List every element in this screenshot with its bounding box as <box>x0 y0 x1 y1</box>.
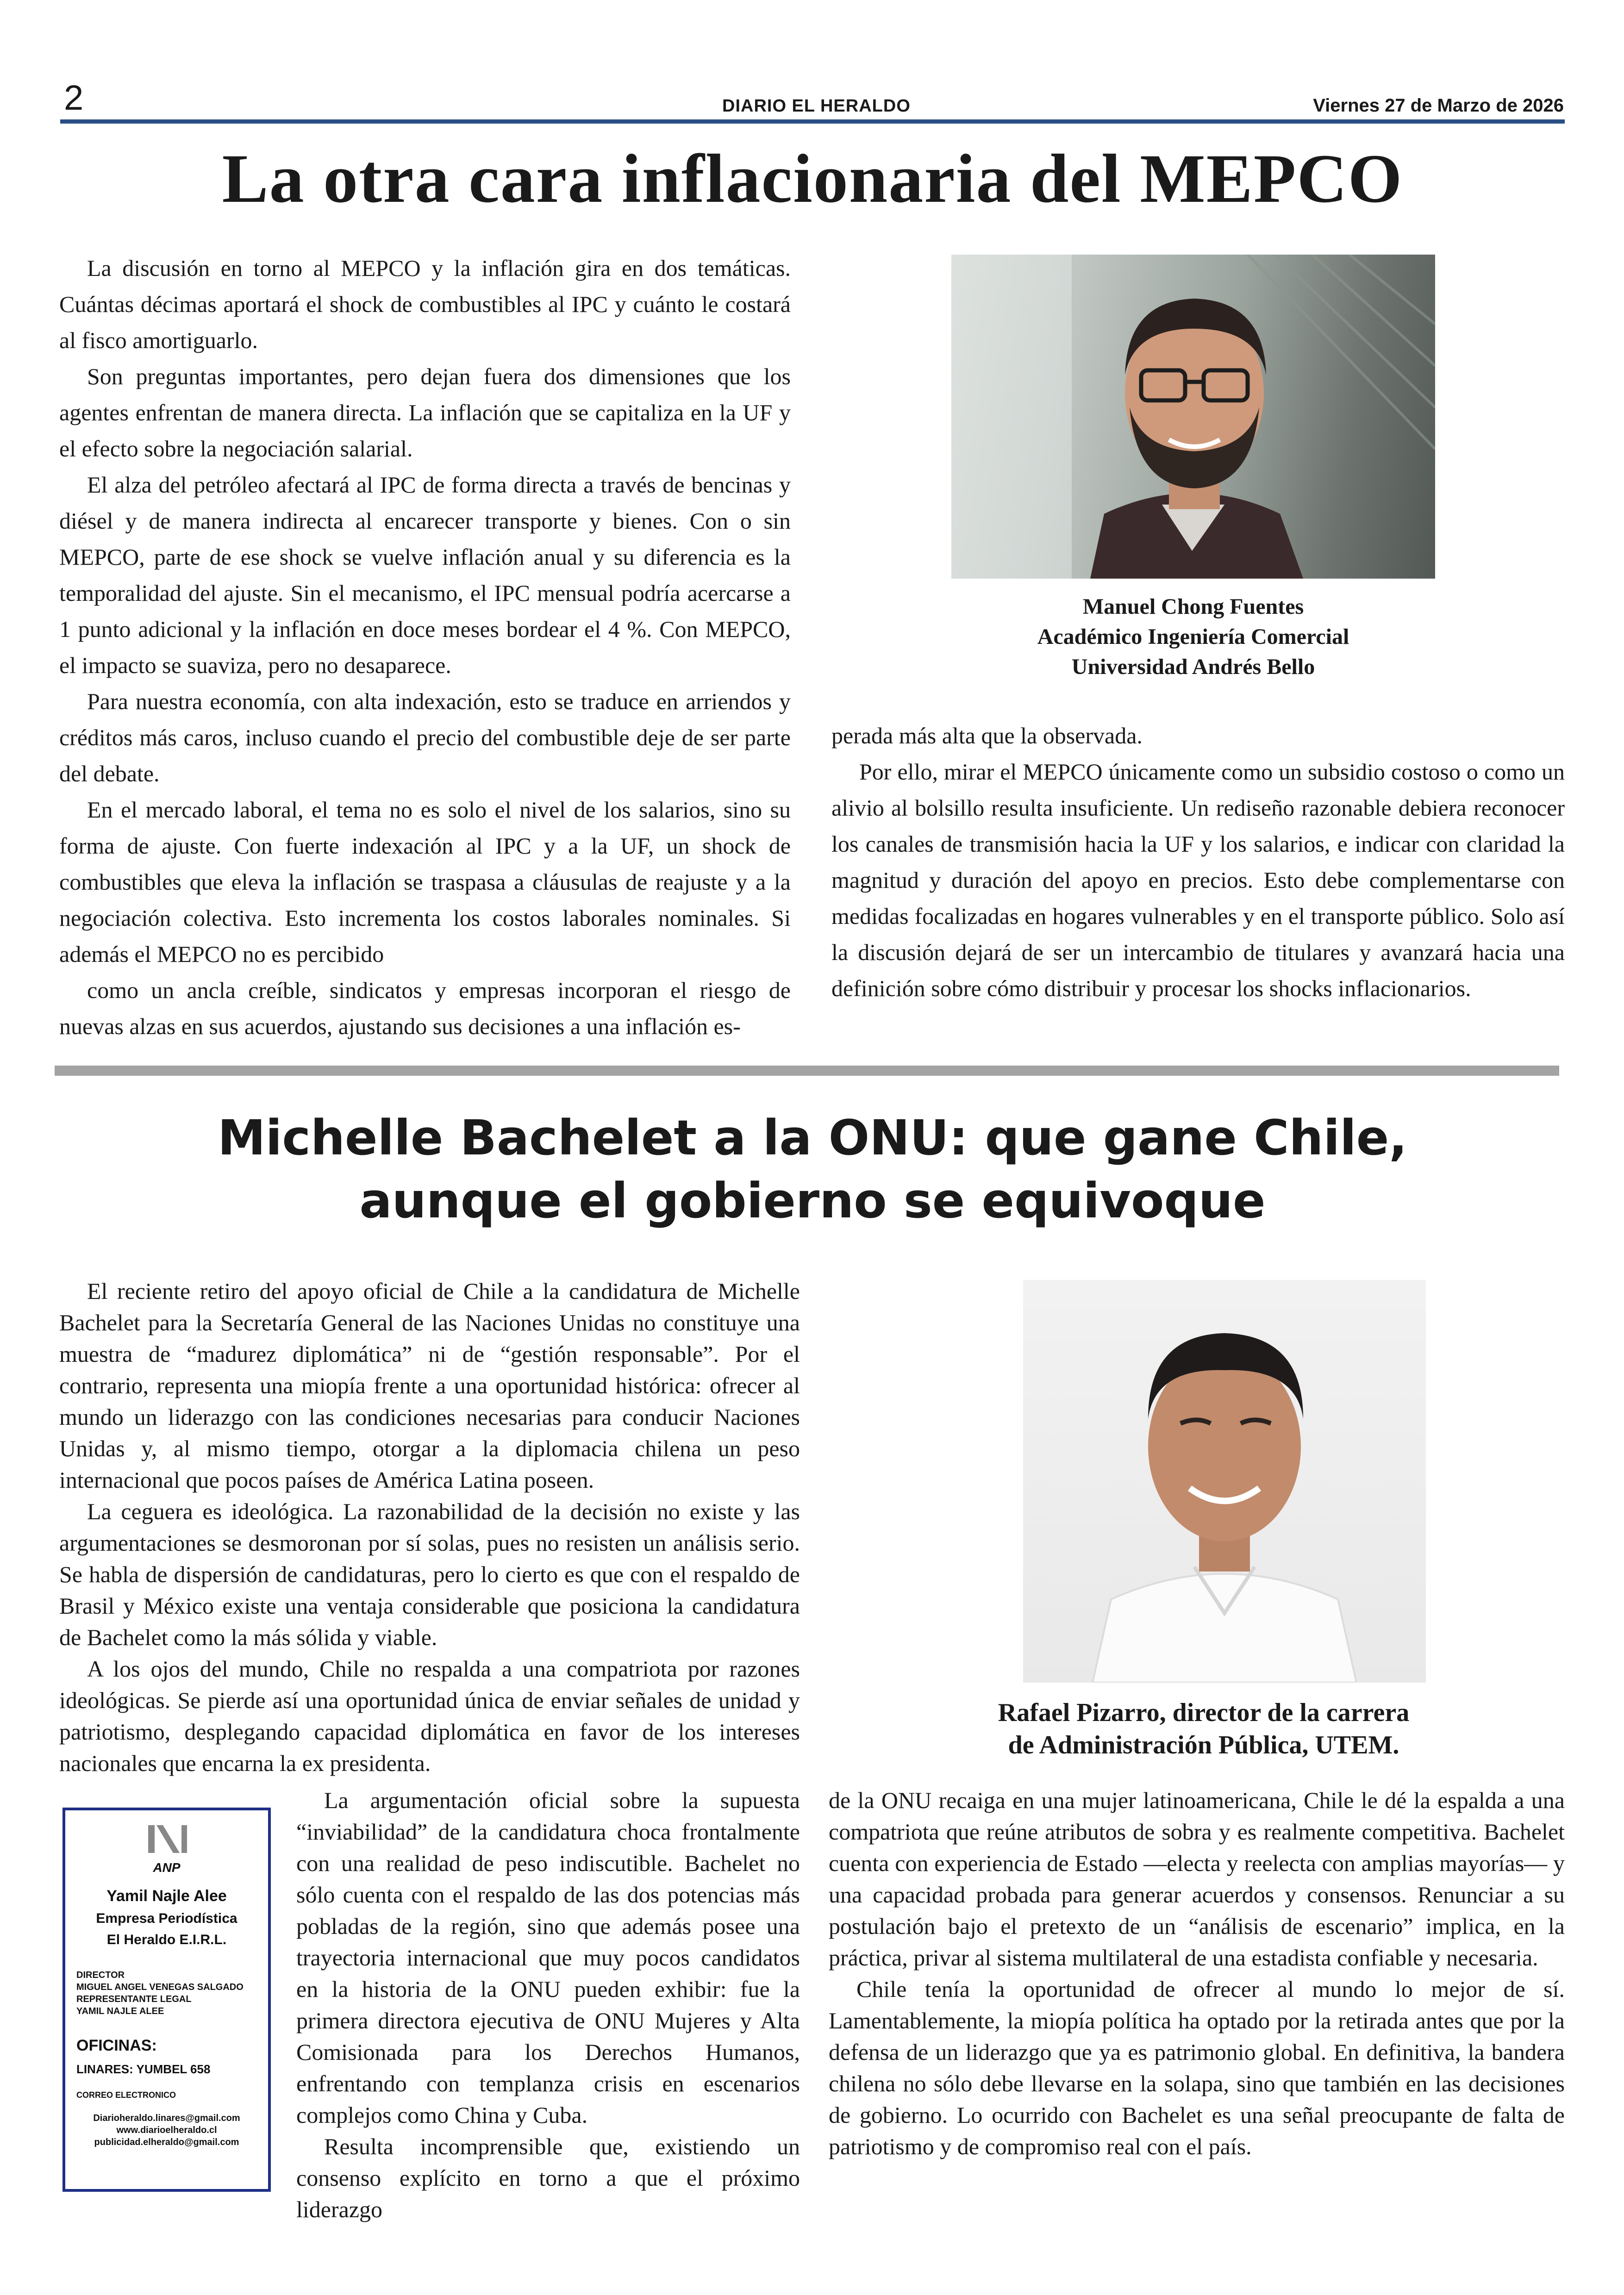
article2-top-column <box>59 1275 800 1779</box>
article2-paragraph: El reciente retiro del apoyo oficial de Chile a la candidatura de Michelle Bachelet para la Secretaría General de las Naciones Unidas no constituye una muestra de “madurez diplomática” ni de “gestión responsable”. Por el contrario, representa una miopía frente a una oportunidad histórica: ofrecer al mundo un liderazgo con las condiciones necesarias para conducir Naciones Unidas y, al mismo tiempo, otorgar a la diplomacia chilena un peso internacional que pocos países de América Latina poseen. <box>59 1278 800 1493</box>
contact-list <box>76 2112 257 2148</box>
article2-paragraph: La ceguera es ideológica. La razonabilidad de la decisión no existe y las argumentaciones se desmoronan por sí solas, pues no resisten un análisis serio. Se habla de dispersión de candidaturas, pero lo cierto es que con el respaldo de Brasil y México existe una ventaja considerable que posiciona la candidatura de Bachelet como la más sólida y viable. <box>59 1498 800 1650</box>
contact-email: Diarioheraldo.linares@gmail.com <box>93 2113 240 2123</box>
page-number: 2 <box>64 78 84 118</box>
legal-rep-name: YAMIL NAJLE ALEE <box>76 2006 164 2016</box>
contact-website: www.diarioelheraldo.cl <box>116 2125 217 2135</box>
author1-photo <box>951 255 1435 579</box>
anp-logo-icon <box>144 1823 189 1859</box>
article2-right-column <box>829 1784 1565 2162</box>
article1-left-column <box>59 250 791 1044</box>
article2-title-line1: Michelle Bachelet a la ONU: que gane Chile, <box>218 1110 1407 1166</box>
author2-caption-line1: Rafael Pizarro, director de la carrera <box>998 1698 1410 1727</box>
article2-title-line2: aunque el gobierno se equivoque <box>359 1172 1266 1229</box>
article2-paragraph: Resulta incomprensible que, existiendo un consenso explícito en torno a que el próximo liderazgo <box>296 2133 800 2222</box>
article2-middle-column <box>296 1784 800 2225</box>
newspaper-name: DIARIO EL HERALDO <box>722 96 911 116</box>
article1-title: La otra cara inflacionaria del MEPCO <box>222 140 1403 217</box>
publisher-owner: Yamil Najle Alee <box>106 1887 227 1905</box>
article2-paragraph: La argumentación oficial sobre la supuesta “inviabilidad” de la candidatura choca frontalmente con una realidad de peso indiscutible. Bachelet no sólo cuenta con el respaldo de las dos potencias más pobladas de la región, sino que además posee una trayectoria internacional que muy pocos candidatos en la historia de la ONU pueden exhibir: fue la primera directora ejecutiva de ONU Mujeres y Alta Comisionada para los Derechos Humanos, enfrentando con templanza crisis en escenarios complejos como China y Cuba. <box>296 1787 800 2128</box>
author1-role: Académico Ingeniería Comercial <box>1037 624 1349 649</box>
author1-institution: Universidad Andrés Bello <box>1071 655 1315 679</box>
article2-paragraph: Chile tenía la oportunidad de ofrecer al mundo lo mejor de sí. Lamentablemente, la miopía política ha optado por la retirada antes que por la defensa de un liderazgo que ya es patrimonio global. En definitiva, la bandera chilena no sólo debe llevarse en la solapa, sino que también en las decisiones de gobierno. Lo ocurrido con Bachelet es una señal preocupante de falta de patriotismo y de compromiso real con el país. <box>829 1976 1565 2159</box>
article1-right-column <box>831 717 1565 1006</box>
article1-paragraph: Por ello, mirar el MEPCO únicamente como un subsidio costoso o como un alivio al bolsillo resulta insuficiente. Un rediseño razonable debiera reconocer los canales de transmisión hacia la UF y los salarios, e indicar con claridad la magnitud y duración del apoyo en precios. Esto debe complementarse con medidas focalizadas en hogares vulnerables y en el transporte público. Solo así la discusión dejará de ser un intercambio de titulares y avanzará hacia una definición sobre cómo distribuir y procesar los shocks inflacionarios. <box>831 759 1565 1001</box>
article1-paragraph-continued: perada más alta que la observada. <box>831 723 1143 748</box>
publisher-box <box>62 1808 271 2192</box>
section-divider <box>55 1066 1559 1076</box>
article1-paragraph: Para nuestra economía, con alta indexación, esto se traduce en arriendos y créditos más caros, incluso cuando el precio del combustible deje de ser parte del debate. <box>59 688 791 786</box>
author1-name: Manuel Chong Fuentes <box>1082 594 1304 619</box>
email-label: CORREO ELECTRONICO <box>76 2090 176 2100</box>
director-label: DIRECTOR <box>76 1970 125 1980</box>
article1-paragraph: En el mercado laboral, el tema no es solo el nivel de los salarios, sino su forma de ajuste. Con fuerte indexación al IPC y a la UF, un shock de combustibles que eleva la inflación se traspasa a cláusulas de reajuste y a la negociación colectiva. Esto incrementa los costos laborales nominales. Si además el MEPCO no es percibido <box>59 797 791 967</box>
article2-paragraph: A los ojos del mundo, Chile no respalda a una compatriota por razones ideológicas. Se pierde así una oportunidad única de enviar señales de unidad y patriotismo, desplegando capacidad diplomática en favor de los intereses nacionales que encarna la ex presidenta. <box>59 1656 800 1776</box>
office-address: LINARES: YUMBEL 658 <box>76 2062 211 2076</box>
author1-caption <box>951 592 1435 682</box>
issue-date: Viernes 27 de Marzo de 2026 <box>1313 95 1564 116</box>
article1-paragraph: El alza del petróleo afectará al IPC de forma directa a través de bencinas y diésel y de manera indirecta al encarecer transporte y bienes. Con o sin MEPCO, parte de ese shock se vuelve inflación anual y su diferencia es la temporalidad del ajuste. Sin el mecanismo, el IPC mensual podría acercarse a 1 punto adicional y la inflación en doce meses bordear el 4 %. Con MEPCO, el impacto se suaviza, pero no desaparece. <box>59 472 791 678</box>
article2-paragraph-continued: de la ONU recaiga en una mujer latinoamericana, Chile le dé la espalda a una compatriota que reúne atributos de sobra y es realmente competitiva. Bachelet cuenta con experiencia de Estado —electa y reelecta con amplias mayorías— y una capacidad probada para generar acuerdos y consensos. Renunciar a su postulación bajo el pretexto de un “análisis de escenario” implica, en la práctica, privar al sistema multilateral de una estadista confiable y necesaria. <box>829 1787 1565 1971</box>
article2-title <box>60 1106 1565 1232</box>
publisher-company-name: El Heraldo E.I.R.L. <box>106 1932 227 1947</box>
article1-paragraph: como un ancla creíble, sindicatos y empresas incorporan el riesgo de nuevas alzas en sus acuerdos, ajustando sus decisiones a una inflación es- <box>59 977 791 1039</box>
legal-rep-label: REPRESENTANTE LEGAL <box>76 1994 192 2004</box>
publisher-company: Empresa Periodística <box>96 1911 237 1926</box>
header-rule <box>60 119 1565 124</box>
director-name: MIGUEL ANGEL VENEGAS SALGADO <box>76 1982 244 1992</box>
article1-paragraph: La discusión en torno al MEPCO y la inflación gira en dos temáticas. Cuántas décimas aportará el shock de combustibles al IPC y cuánto le costará al fisco amortiguarlo. <box>59 255 791 353</box>
author2-photo <box>1023 1280 1426 1683</box>
author2-caption <box>861 1696 1546 1761</box>
article1-paragraph: Son preguntas importantes, pero dejan fuera dos dimensiones que los agentes enfrentan de manera directa. La inflación que se capitaliza en la UF y el efecto sobre la negociación salarial. <box>59 363 791 461</box>
anp-label: ANP <box>153 1860 181 1875</box>
offices-label: OFICINAS: <box>76 2037 157 2054</box>
contact-email-ads: publicidad.elheraldo@gmail.com <box>94 2137 239 2147</box>
author2-caption-line2: de Administración Pública, UTEM. <box>1008 1731 1399 1759</box>
